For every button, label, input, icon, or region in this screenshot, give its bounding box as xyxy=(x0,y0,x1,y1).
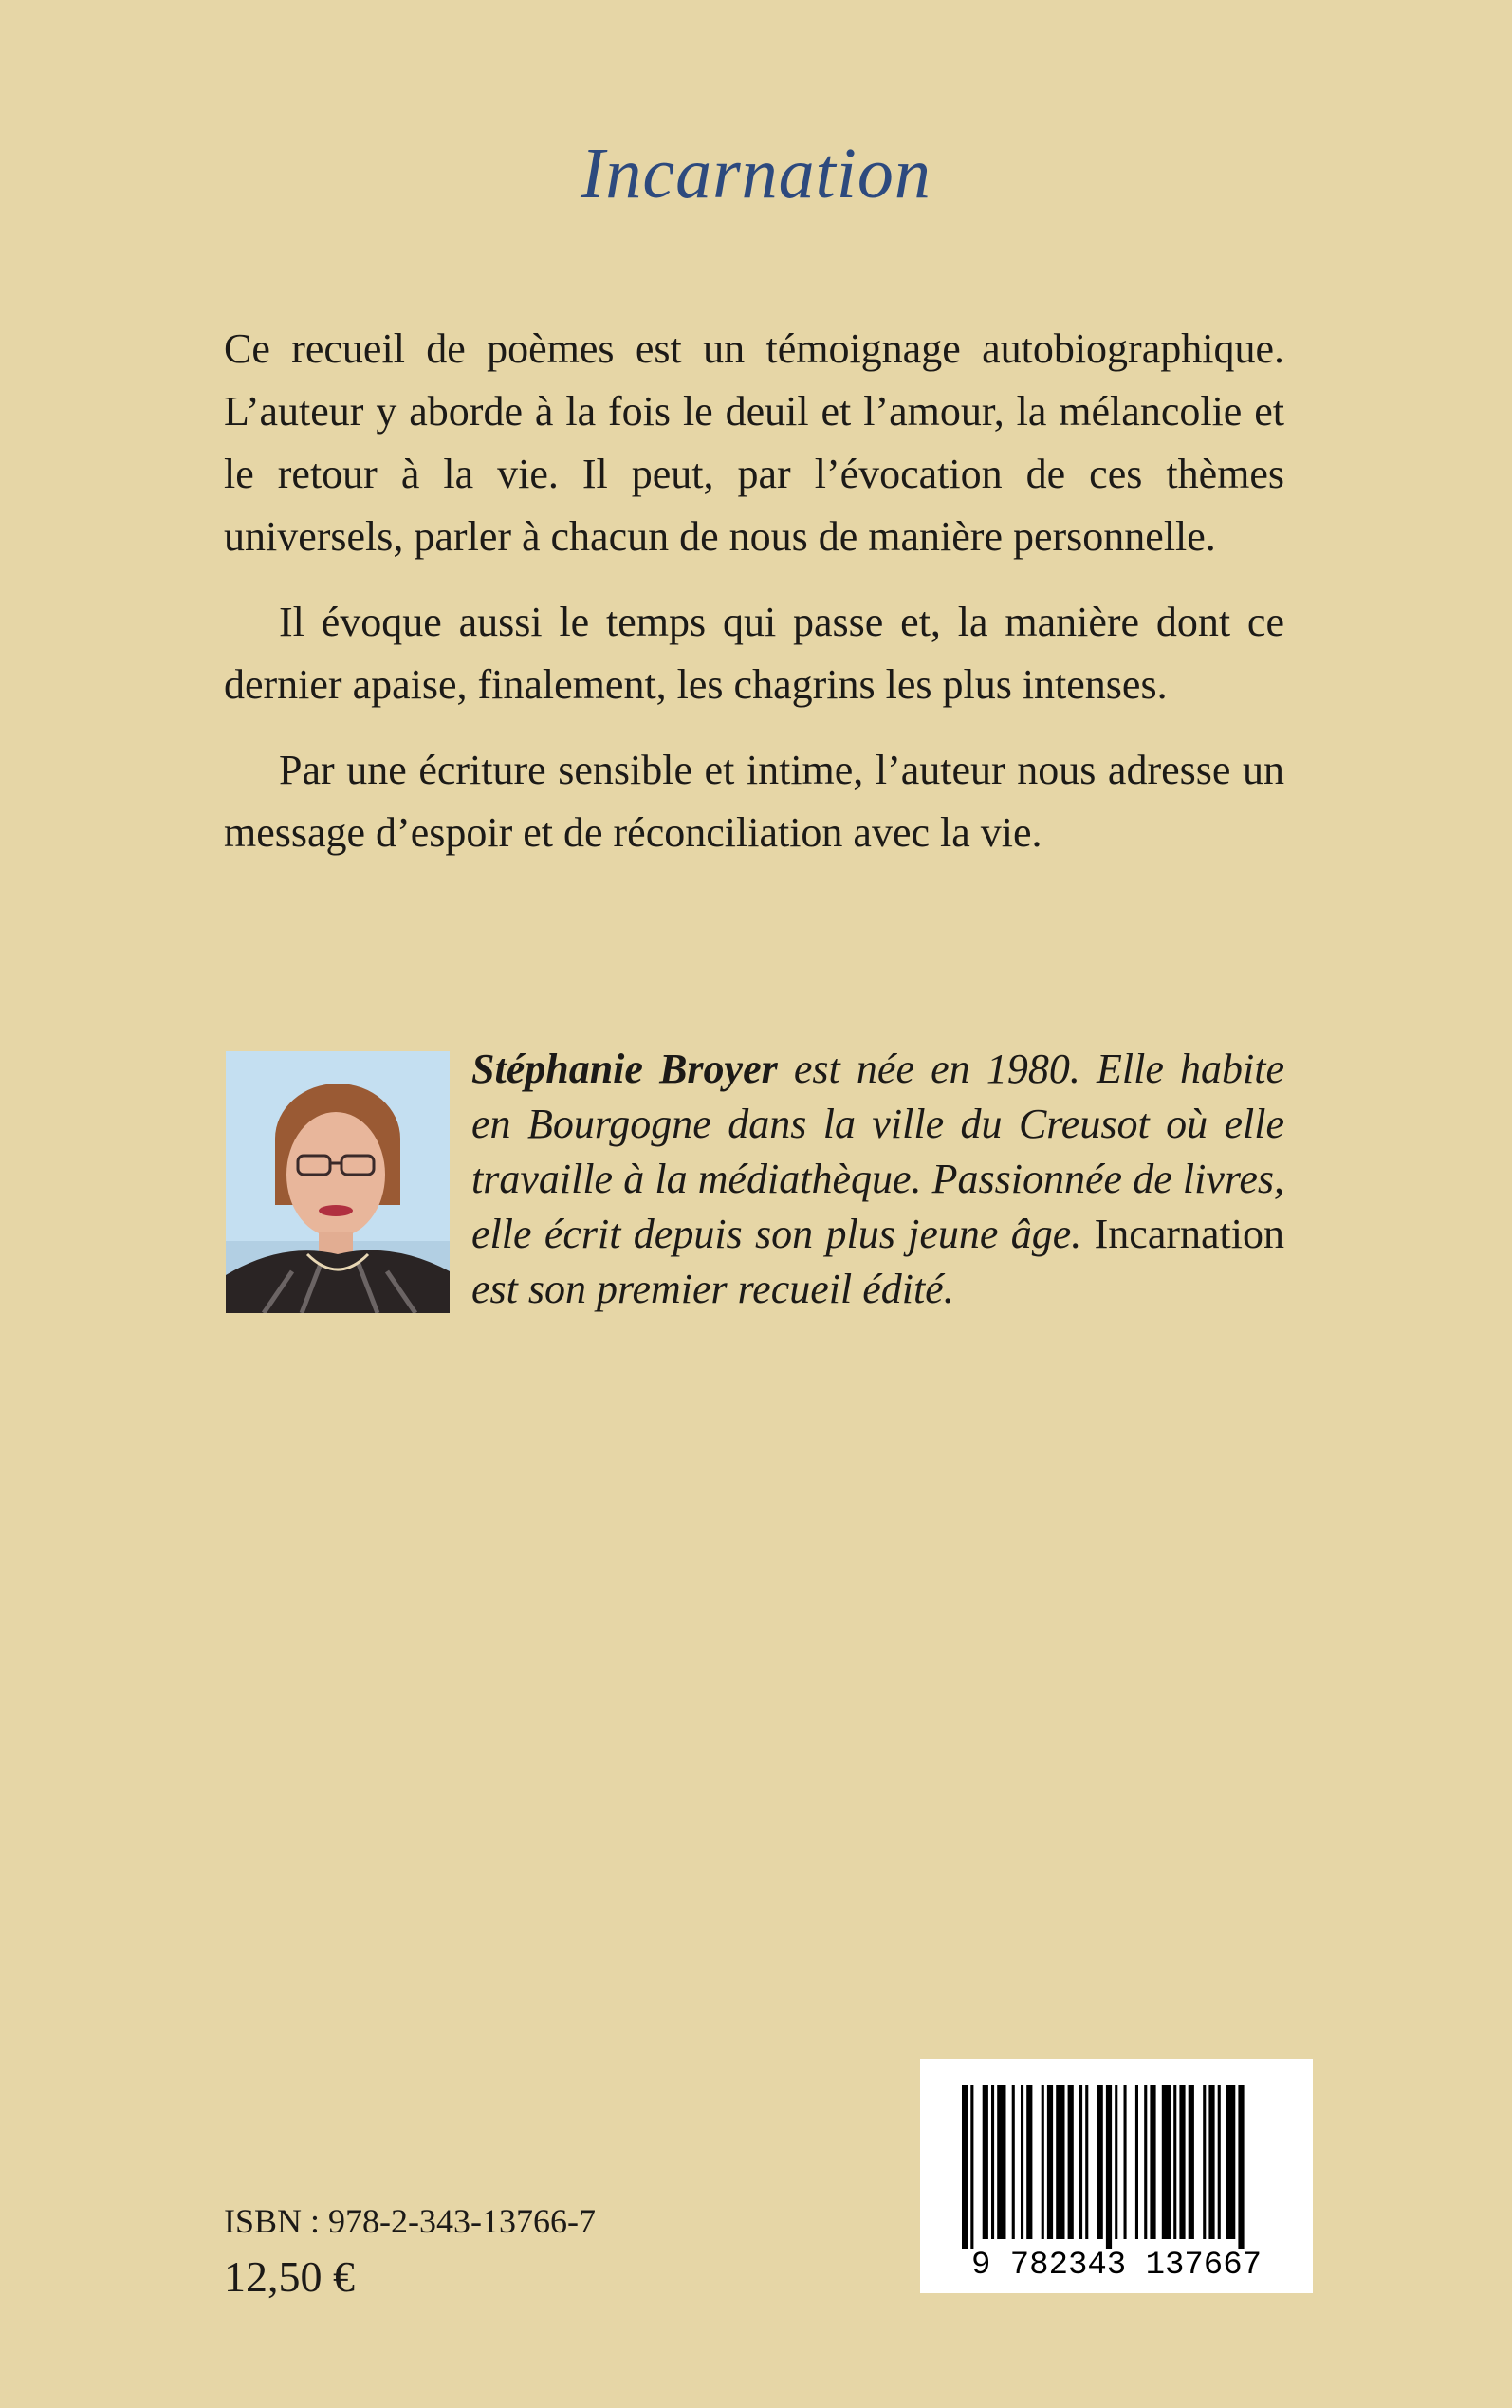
barcode-bar xyxy=(1173,2085,1176,2239)
barcode-bar xyxy=(1144,2085,1147,2239)
blurb-paragraph-1: Ce recueil de poèmes est un témoignage autobiographique. L’auteur y aborde à la fois le deuil et l’amour, la mélancolie et le retour à la vie. Il peut, par l’évocation de ces thèmes universels, parler à chacun de nous de manière personnelle. xyxy=(224,325,1284,560)
barcode-bar xyxy=(1085,2085,1088,2239)
blurb-paragraph-3: Par une écriture sensible et intime, l’auteur nous adresse un message d’espoir et de réconciliation avec la vie. xyxy=(224,747,1284,856)
barcode-bar xyxy=(1124,2085,1127,2239)
price: 12,50 € xyxy=(224,2252,355,2301)
barcode-bar xyxy=(1068,2085,1074,2239)
barcode-bars xyxy=(962,2085,1245,2249)
barcode-bar xyxy=(1179,2085,1185,2239)
barcode-bar xyxy=(1203,2085,1206,2239)
barcode-bar xyxy=(1042,2085,1044,2239)
bio-book-title: Incarnation xyxy=(1094,1211,1284,1257)
barcode-bar xyxy=(997,2085,1005,2239)
barcode-bar xyxy=(1079,2085,1082,2239)
barcode-bar xyxy=(1026,2085,1032,2239)
barcode-bar xyxy=(1012,2085,1015,2239)
barcode-bar xyxy=(1056,2085,1064,2239)
author-photo xyxy=(226,1051,450,1313)
isbn: ISBN : 978-2-343-13766-7 xyxy=(224,2202,596,2240)
barcode-bar xyxy=(991,2085,994,2239)
barcode-bar xyxy=(1208,2085,1214,2239)
barcode xyxy=(920,2059,1313,2293)
barcode-bar xyxy=(1218,2085,1221,2239)
barcode-bar xyxy=(1189,2085,1194,2239)
barcode-bar xyxy=(1106,2085,1112,2249)
barcode-bar xyxy=(1021,2085,1023,2239)
bio-text-1: est née en 1980. Elle habite en Bourgogne dans la ville du Creusot où elle travaille à la médiathèque. Passionnée de livres, elle écrit depuis son plus jeune âge. xyxy=(471,1046,1284,1257)
bio-text-2: est son premier recueil édité. xyxy=(471,1266,954,1312)
back-cover-blurb xyxy=(224,318,1284,887)
barcode-bar xyxy=(1115,2085,1117,2239)
barcode-bar xyxy=(1226,2085,1235,2239)
barcode-bar xyxy=(1135,2085,1138,2239)
barcode-digits: 9 782343 137667 xyxy=(970,2248,1263,2284)
author-bio xyxy=(471,1042,1284,1317)
book-title: Incarnation xyxy=(581,134,931,213)
barcode-bar xyxy=(962,2085,968,2249)
barcode-bar xyxy=(1097,2085,1103,2239)
author-name: Stéphanie Broyer xyxy=(471,1046,778,1092)
barcode-bar xyxy=(1162,2085,1171,2239)
barcode-bar xyxy=(1047,2085,1053,2239)
barcode-bar xyxy=(1150,2085,1155,2239)
blurb-paragraph-2: Il évoque aussi le temps qui passe et, la manière dont ce dernier apaise, finalement, les chagrins les plus intenses. xyxy=(224,599,1284,708)
barcode-bar xyxy=(970,2085,973,2249)
barcode-bar xyxy=(1238,2085,1244,2249)
barcode-bar xyxy=(983,2085,988,2239)
